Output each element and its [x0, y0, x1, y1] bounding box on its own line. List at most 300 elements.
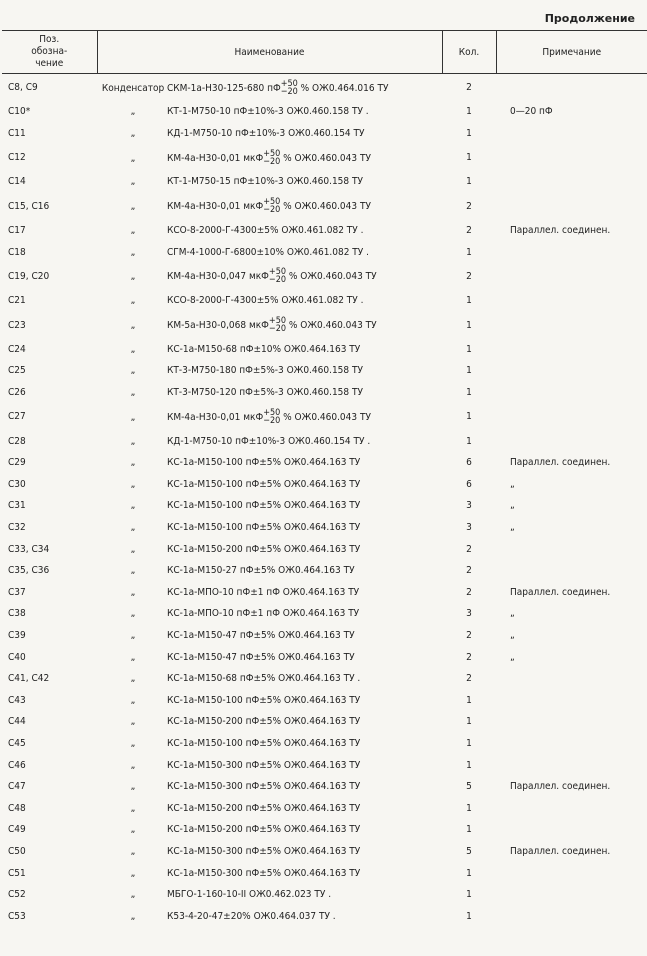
name-cell — [97, 430, 442, 452]
table-row — [2, 382, 647, 404]
name-cell — [97, 862, 442, 884]
table-row — [2, 733, 647, 755]
position-cell: C50 — [8, 845, 26, 857]
component-kind: „ — [130, 781, 136, 793]
component-designation: КС-1а-М150-68 пФ±10% ОЖ0.464.163 ТУ — [167, 343, 361, 355]
note-cell — [496, 193, 647, 220]
note-cell: „ — [510, 478, 515, 490]
table-row — [2, 711, 647, 733]
table-row — [2, 430, 647, 452]
table-row — [2, 263, 647, 290]
component-designation: КТ-3-М750-180 пФ±5%-3 ОЖ0.460.158 ТУ — [167, 365, 363, 377]
position-cell: C48 — [8, 802, 26, 814]
position-cell: C21 — [8, 295, 26, 307]
header-name: Наименование — [97, 31, 442, 74]
position-cell: C47 — [8, 781, 26, 793]
component-designation: СГМ-4-1000-Г-6800±10% ОЖ0.461.082 ТУ . — [167, 246, 369, 258]
note-cell: „ — [510, 608, 515, 620]
table-row — [2, 101, 647, 123]
table-row — [2, 495, 647, 517]
note-cell — [496, 382, 647, 404]
position-cell: C29 — [8, 457, 26, 469]
component-designation: КМ-4а-Н30-0,01 мкФ — [167, 201, 264, 213]
position-cell: C28 — [8, 435, 26, 447]
position-cell: C11 — [8, 127, 26, 139]
quantity-cell: 2 — [466, 673, 472, 685]
component-designation: КД-1-М750-10 пФ±10%-3 ОЖ0.460.154 ТУ . — [167, 435, 371, 447]
table-row — [2, 74, 647, 102]
component-designation: КС-1а-М150-100 пФ±5% ОЖ0.464.163 ТУ — [167, 522, 361, 534]
component-kind: „ — [130, 106, 136, 118]
table-row — [2, 884, 647, 906]
name-cell — [97, 517, 442, 539]
note-cell — [496, 689, 647, 711]
table-row — [2, 290, 647, 312]
position-cell: C17 — [8, 225, 26, 237]
component-designation: КМ-5а-Н30-0,068 мкФ — [167, 320, 269, 332]
header-pos-line3: чение — [35, 58, 64, 69]
component-kind: „ — [130, 201, 136, 213]
tolerance-lower: −20 — [263, 156, 281, 167]
component-standard: % ОЖ0.460.043 ТУ — [286, 320, 377, 332]
note-cell — [496, 74, 647, 102]
name-cell — [97, 220, 442, 242]
note-cell — [496, 560, 647, 582]
table-row — [2, 862, 647, 884]
tolerance-upper: +50 — [268, 316, 287, 327]
component-designation: К53-4-20-47±20% ОЖ0.464.037 ТУ . — [167, 910, 336, 922]
position-cell: C49 — [8, 824, 26, 836]
note-cell — [496, 905, 647, 927]
name-cell — [97, 560, 442, 582]
table-row — [2, 123, 647, 145]
name-cell — [97, 689, 442, 711]
name-cell — [97, 312, 442, 339]
table-row — [2, 171, 647, 193]
note-cell: „ — [510, 629, 515, 641]
component-kind: „ — [130, 127, 136, 139]
tolerance-upper: +50 — [268, 267, 287, 278]
component-designation: КС-1а-М150-27 пФ±5% ОЖ0.464.163 ТУ — [167, 565, 355, 577]
component-kind: „ — [130, 246, 136, 258]
component-designation: КСО-8-2000-Г-4300±5% ОЖ0.461.082 ТУ . — [167, 295, 364, 307]
note-cell — [496, 241, 647, 263]
note-cell — [496, 144, 647, 171]
quantity-cell: 1 — [466, 802, 472, 814]
component-designation: КС-1а-М150-300 пФ±5% ОЖ0.464.163 ТУ — [167, 781, 361, 793]
quantity-cell: 1 — [466, 435, 472, 447]
table-row — [2, 241, 647, 263]
quantity-cell: 1 — [466, 694, 472, 706]
quantity-cell: 3 — [466, 522, 472, 534]
component-designation: КТ-1-М750-10 пФ±10%-3 ОЖ0.460.158 ТУ . — [167, 106, 369, 118]
name-cell — [97, 754, 442, 776]
note-cell — [496, 862, 647, 884]
name-cell — [97, 819, 442, 841]
tolerance-lower: −20 — [268, 275, 287, 286]
quantity-cell: 1 — [466, 867, 472, 879]
quantity-cell: 2 — [466, 651, 472, 663]
table-row — [2, 474, 647, 496]
header-pos-line1: Поз. — [39, 34, 60, 45]
component-designation: КС-1а-МПО-10 пФ±1 пФ ОЖ0.464.163 ТУ — [167, 586, 360, 598]
quantity-cell: 2 — [466, 225, 472, 237]
position-cell: C41, C42 — [8, 673, 50, 685]
component-kind: „ — [130, 716, 136, 728]
component-designation: КМ-4а-Н30-0,01 мкФ — [167, 411, 264, 423]
component-designation: КС-1а-М150-100 пФ±5% ОЖ0.464.163 ТУ — [167, 737, 361, 749]
component-kind: „ — [130, 365, 136, 377]
position-cell: C31 — [8, 500, 26, 512]
quantity-cell: 1 — [466, 759, 472, 771]
table-row — [2, 797, 647, 819]
position-cell: C45 — [8, 737, 26, 749]
note-cell — [496, 754, 647, 776]
component-kind: „ — [130, 845, 136, 857]
name-cell — [97, 582, 442, 604]
table-row — [2, 560, 647, 582]
table-row — [2, 452, 647, 474]
position-cell: C19, C20 — [8, 270, 50, 282]
name-cell — [97, 646, 442, 668]
name-cell — [97, 193, 442, 220]
component-designation: КС-1а-М150-300 пФ±5% ОЖ0.464.163 ТУ — [167, 867, 361, 879]
component-standard: % ОЖ0.460.043 ТУ — [286, 271, 377, 283]
component-designation: КС-1а-М150-100 пФ±5% ОЖ0.464.163 ТУ — [167, 478, 361, 490]
component-kind: „ — [130, 867, 136, 879]
component-designation: КС-1а-М150-68 пФ±5% ОЖ0.464.163 ТУ . — [167, 673, 361, 685]
note-cell — [496, 538, 647, 560]
component-kind: Конденсатор — [101, 82, 165, 94]
position-cell: C38 — [8, 608, 26, 620]
position-cell: C24 — [8, 343, 26, 355]
component-kind: „ — [130, 152, 136, 164]
name-cell — [97, 241, 442, 263]
component-kind: „ — [130, 435, 136, 447]
component-kind: „ — [130, 673, 136, 685]
table-row — [2, 193, 647, 220]
table-row — [2, 819, 647, 841]
quantity-cell: 1 — [466, 716, 472, 728]
table-row — [2, 403, 647, 430]
table-row — [2, 625, 647, 647]
position-cell: C14 — [8, 176, 26, 188]
component-standard: % ОЖ0.460.043 ТУ — [280, 411, 371, 423]
table-header-row — [2, 31, 647, 74]
note-cell — [496, 360, 647, 382]
position-cell: C37 — [8, 586, 26, 598]
quantity-cell: 2 — [466, 586, 472, 598]
component-designation: СКМ-1а-Н30-125-680 пФ — [167, 82, 281, 94]
name-cell — [97, 884, 442, 906]
position-cell: C18 — [8, 246, 26, 258]
name-cell — [97, 144, 442, 171]
position-cell: C15, C16 — [8, 200, 50, 212]
position-cell: C43 — [8, 694, 26, 706]
quantity-cell: 2 — [466, 200, 472, 212]
header-note: Примечание — [496, 31, 647, 74]
tolerance-lower: −20 — [280, 86, 298, 97]
note-cell — [496, 403, 647, 430]
position-cell: C26 — [8, 387, 26, 399]
name-cell — [97, 905, 442, 927]
name-cell — [97, 474, 442, 496]
component-kind: „ — [130, 565, 136, 577]
component-designation: КТ-1-М750-15 пФ±10%-3 ОЖ0.460.158 ТУ — [167, 176, 363, 188]
tolerance-fraction — [263, 409, 280, 425]
position-cell: C40 — [8, 651, 26, 663]
component-designation: КС-1а-М150-100 пФ±5% ОЖ0.464.163 ТУ — [167, 500, 361, 512]
note-cell — [496, 263, 647, 290]
tolerance-upper: +50 — [263, 407, 281, 418]
position-cell: C51 — [8, 867, 26, 879]
component-designation: КСО-8-2000-Г-4300±5% ОЖ0.461.082 ТУ . — [167, 225, 364, 237]
tolerance-upper: +50 — [263, 148, 281, 159]
name-cell — [97, 403, 442, 430]
component-kind: „ — [130, 522, 136, 534]
component-standard: % ОЖ0.460.043 ТУ — [280, 152, 371, 164]
component-designation: КС-1а-М150-200 пФ±5% ОЖ0.464.163 ТУ — [167, 802, 361, 814]
quantity-cell: 1 — [466, 737, 472, 749]
quantity-cell: 5 — [466, 781, 472, 793]
component-kind: „ — [130, 343, 136, 355]
name-cell — [97, 841, 442, 863]
component-kind: „ — [130, 824, 136, 836]
component-kind: „ — [130, 457, 136, 469]
name-cell — [97, 290, 442, 312]
table-row — [2, 603, 647, 625]
tolerance-fraction — [281, 80, 298, 96]
component-kind: „ — [130, 320, 136, 332]
table-row — [2, 538, 647, 560]
quantity-cell: 2 — [466, 82, 472, 93]
component-designation: КС-1а-М150-100 пФ±5% ОЖ0.464.163 ТУ — [167, 694, 361, 706]
tolerance-fraction — [269, 317, 286, 333]
header-pos — [2, 31, 97, 74]
component-kind: „ — [130, 889, 136, 901]
tolerance-fraction — [269, 268, 286, 284]
quantity-cell: 6 — [466, 457, 472, 469]
quantity-cell: 2 — [466, 629, 472, 641]
component-kind: „ — [130, 651, 136, 663]
position-cell: C8, C9 — [8, 82, 38, 93]
tolerance-lower: −20 — [268, 324, 287, 335]
tolerance-upper: +50 — [280, 78, 298, 89]
table-row — [2, 144, 647, 171]
component-standard: % ОЖ0.464.016 ТУ — [297, 82, 389, 94]
component-kind: „ — [130, 694, 136, 706]
note-cell: Параллел. соединен. — [510, 457, 611, 469]
note-cell: „ — [510, 651, 515, 663]
note-cell — [496, 711, 647, 733]
quantity-cell: 2 — [466, 565, 472, 577]
note-cell: Параллел. соединен. — [510, 225, 611, 237]
note-cell — [496, 312, 647, 339]
component-designation: КС-1а-М150-47 пФ±5% ОЖ0.464.163 ТУ — [167, 629, 355, 641]
quantity-cell: 3 — [466, 608, 472, 620]
name-cell — [97, 171, 442, 193]
table-row — [2, 360, 647, 382]
quantity-cell: 1 — [466, 176, 472, 188]
note-cell — [496, 668, 647, 690]
component-kind: „ — [130, 295, 136, 307]
component-designation: КС-1а-М150-300 пФ±5% ОЖ0.464.163 ТУ — [167, 845, 361, 857]
component-designation: КС-1а-М150-47 пФ±5% ОЖ0.464.163 ТУ — [167, 651, 355, 663]
table-row — [2, 517, 647, 539]
note-cell: Параллел. соединен. — [510, 586, 611, 598]
quantity-cell: 1 — [466, 910, 472, 922]
quantity-cell: 1 — [466, 319, 472, 331]
components-table — [2, 30, 647, 927]
name-cell — [97, 382, 442, 404]
position-cell: C27 — [8, 411, 26, 423]
component-kind: „ — [130, 802, 136, 814]
component-designation: КС-1а-М150-200 пФ±5% ОЖ0.464.163 ТУ — [167, 716, 361, 728]
table-row — [2, 339, 647, 361]
note-cell — [496, 430, 647, 452]
name-cell — [97, 711, 442, 733]
note-cell: 0—20 пФ — [510, 106, 553, 118]
component-standard: % ОЖ0.460.043 ТУ — [280, 201, 371, 213]
component-designation: КС-1а-М150-200 пФ±5% ОЖ0.464.163 ТУ — [167, 824, 361, 836]
name-cell — [97, 452, 442, 474]
note-cell: Параллел. соединен. — [510, 781, 611, 793]
note-cell: Параллел. соединен. — [510, 845, 611, 857]
table-row — [2, 646, 647, 668]
table-row — [2, 220, 647, 242]
name-cell — [97, 74, 442, 102]
component-kind: „ — [130, 478, 136, 490]
table-row — [2, 841, 647, 863]
name-cell — [97, 603, 442, 625]
table-row — [2, 905, 647, 927]
quantity-cell: 2 — [466, 270, 472, 282]
component-designation: КТ-3-М750-120 пФ±5%-3 ОЖ0.460.158 ТУ — [167, 387, 363, 399]
table-row — [2, 312, 647, 339]
quantity-cell: 1 — [466, 889, 472, 901]
name-cell — [97, 495, 442, 517]
tolerance-lower: −20 — [263, 415, 281, 426]
quantity-cell: 1 — [466, 295, 472, 307]
name-cell — [97, 776, 442, 798]
header-qty: Кол. — [442, 31, 496, 74]
quantity-cell: 1 — [466, 365, 472, 377]
note-cell — [496, 819, 647, 841]
name-cell — [97, 668, 442, 690]
name-cell — [97, 360, 442, 382]
quantity-cell: 1 — [466, 387, 472, 399]
component-kind: „ — [130, 608, 136, 620]
component-kind: „ — [130, 629, 136, 641]
name-cell — [97, 101, 442, 123]
quantity-cell: 1 — [466, 343, 472, 355]
header-pos-line2: обозна- — [31, 46, 68, 57]
note-cell — [496, 123, 647, 145]
name-cell — [97, 538, 442, 560]
table-row — [2, 754, 647, 776]
quantity-cell: 1 — [466, 824, 472, 836]
note-cell — [496, 884, 647, 906]
component-kind: „ — [130, 225, 136, 237]
component-kind: „ — [130, 586, 136, 598]
continued-label: Продолжение — [544, 12, 635, 25]
tolerance-upper: +50 — [263, 197, 281, 208]
name-cell — [97, 123, 442, 145]
position-cell: C53 — [8, 910, 26, 922]
position-cell: C30 — [8, 478, 26, 490]
position-cell: C12 — [8, 152, 26, 164]
component-designation: КС-1а-М150-200 пФ±5% ОЖ0.464.163 ТУ — [167, 543, 361, 555]
table-row — [2, 776, 647, 798]
table-row — [2, 689, 647, 711]
position-cell: C46 — [8, 759, 26, 771]
component-kind: „ — [130, 737, 136, 749]
name-cell — [97, 339, 442, 361]
name-cell — [97, 263, 442, 290]
note-cell — [496, 171, 647, 193]
component-designation: КД-1-М750-10 пФ±10%-3 ОЖ0.460.154 ТУ — [167, 127, 365, 139]
quantity-cell: 2 — [466, 543, 472, 555]
position-cell: C10* — [8, 106, 31, 118]
tolerance-fraction — [263, 198, 280, 214]
quantity-cell: 1 — [466, 127, 472, 139]
position-cell: C33, C34 — [8, 543, 50, 555]
component-kind: „ — [130, 910, 136, 922]
position-cell: C44 — [8, 716, 26, 728]
component-kind: „ — [130, 176, 136, 188]
note-cell — [496, 339, 647, 361]
component-kind: „ — [130, 387, 136, 399]
quantity-cell: 1 — [466, 411, 472, 423]
component-designation: КС-1а-М150-300 пФ±5% ОЖ0.464.163 ТУ — [167, 759, 361, 771]
note-cell — [496, 797, 647, 819]
quantity-cell: 1 — [466, 152, 472, 164]
quantity-cell: 5 — [466, 845, 472, 857]
name-cell — [97, 625, 442, 647]
name-cell — [97, 797, 442, 819]
component-designation: КС-1а-М150-100 пФ±5% ОЖ0.464.163 ТУ — [167, 457, 361, 469]
quantity-cell: 6 — [466, 478, 472, 490]
component-kind: „ — [130, 411, 136, 423]
quantity-cell: 1 — [466, 246, 472, 258]
position-cell: C39 — [8, 629, 26, 641]
tolerance-lower: −20 — [263, 205, 281, 216]
note-cell: „ — [510, 500, 515, 512]
position-cell: C23 — [8, 319, 26, 331]
table-row — [2, 582, 647, 604]
component-kind: „ — [130, 543, 136, 555]
name-cell — [97, 733, 442, 755]
position-cell: C52 — [8, 889, 26, 901]
position-cell: C35, C36 — [8, 565, 50, 577]
quantity-cell: 1 — [466, 106, 472, 118]
note-cell — [496, 733, 647, 755]
component-designation: КС-1а-МПО-10 пФ±1 пФ ОЖ0.464.163 ТУ — [167, 608, 360, 620]
tolerance-fraction — [263, 150, 280, 166]
component-kind: „ — [130, 500, 136, 512]
position-cell: C25 — [8, 365, 26, 377]
component-kind: „ — [130, 271, 136, 283]
quantity-cell: 3 — [466, 500, 472, 512]
component-designation: КМ-4а-Н30-0,047 мкФ — [167, 271, 269, 283]
component-designation: КМ-4а-Н30-0,01 мкФ — [167, 152, 264, 164]
note-cell — [496, 290, 647, 312]
note-cell: „ — [510, 522, 515, 534]
table-row — [2, 668, 647, 690]
position-cell: C32 — [8, 522, 26, 534]
component-designation: МБГО-1-160-10-II ОЖ0.462.023 ТУ . — [167, 889, 332, 901]
component-kind: „ — [130, 759, 136, 771]
